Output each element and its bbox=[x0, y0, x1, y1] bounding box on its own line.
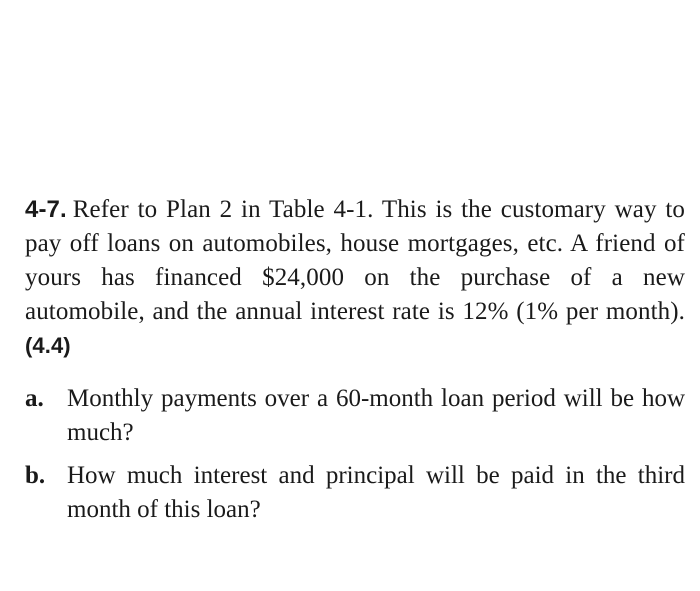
part-a-text: Monthly payments over a 60-month loan period will be how much? bbox=[67, 385, 685, 446]
part-b bbox=[25, 459, 685, 527]
part-b-label: b. bbox=[25, 462, 46, 489]
problem-number: 4-7. bbox=[25, 196, 67, 223]
problem-parts bbox=[25, 382, 685, 536]
part-a bbox=[25, 382, 685, 450]
problem-text: Refer to Plan 2 in Table 4-1. This is the customary way to pay off loans on automobiles, house mortgages, etc. A friend of yours has financed $24,000 on the purchase of a new automobile, and the annual interest rate is 12% (1% per month). bbox=[25, 196, 685, 325]
part-a-label: a. bbox=[25, 385, 44, 412]
problem-statement bbox=[25, 193, 685, 363]
part-b-text: How much interest and principal will be paid in the third month of this loan? bbox=[67, 462, 685, 523]
section-reference: (4.4) bbox=[25, 333, 71, 358]
